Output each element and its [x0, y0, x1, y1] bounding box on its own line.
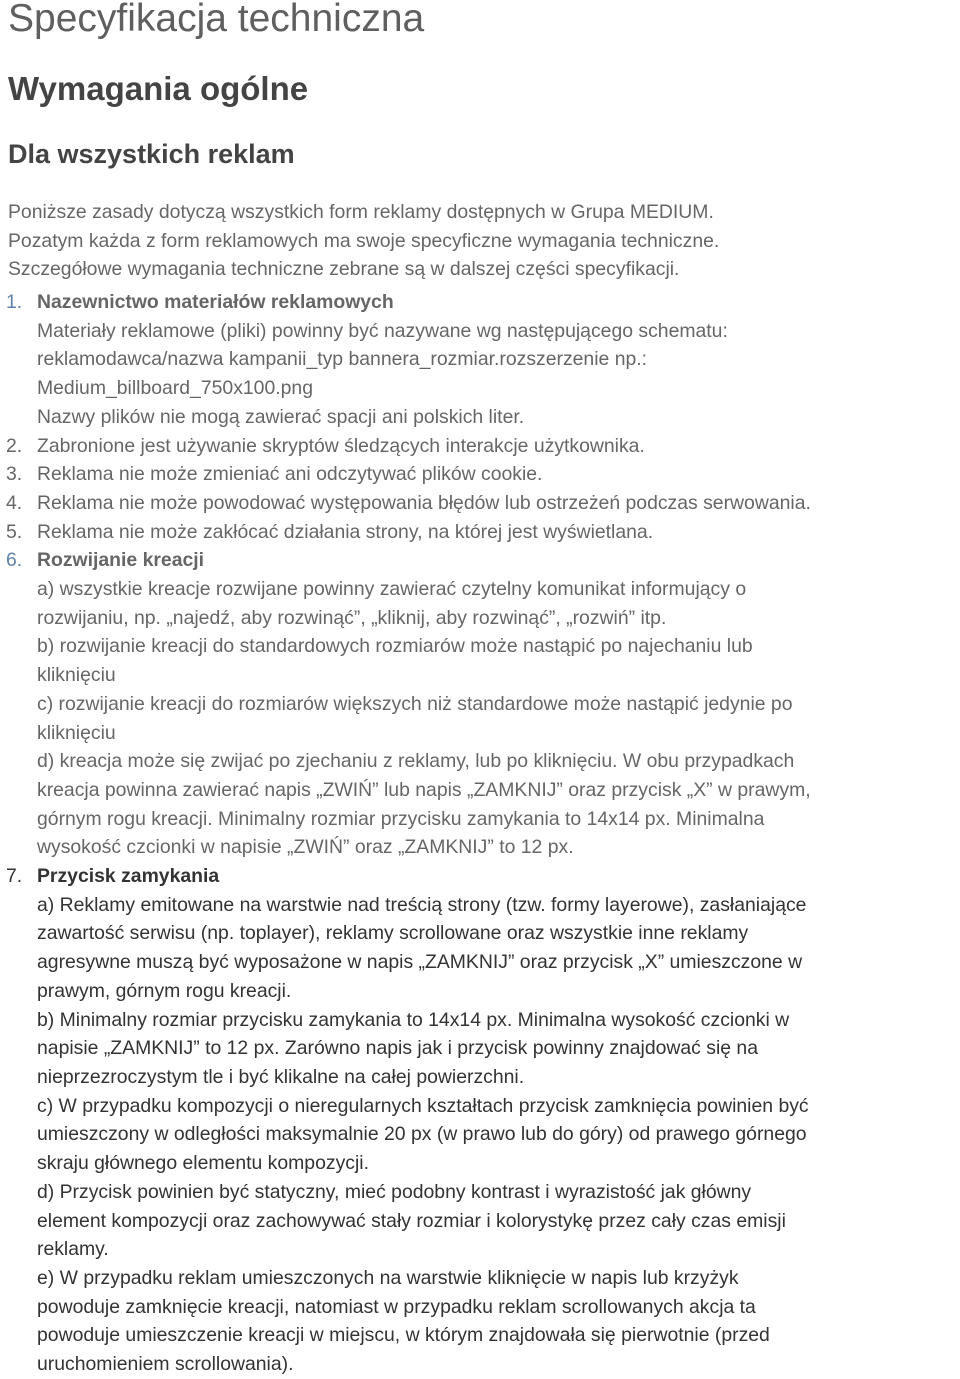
- item-line: Reklama nie może powodować występowania błędów lub ostrzeżeń podczas serwowania.: [37, 491, 811, 514]
- item-line: a) Reklamy emitowane na warstwie nad treścią strony (tzw. formy layerowe), zasłaniające: [37, 893, 807, 916]
- item-line: górnym rogu kreacji. Minimalny rozmiar przycisku zamykania to 14x14 px. Minimalna: [37, 807, 765, 830]
- item-line: b) rozwijanie kreacji do standardowych rozmiarów może nastąpić po najechaniu lub: [37, 635, 753, 658]
- item-number: 4.: [6, 491, 23, 514]
- item-line: reklamodawca/nazwa kampanii_typ bannera_rozmiar.rozszerzenie np.:: [37, 348, 648, 371]
- item-line: prawym, górnym rogu kreacji.: [37, 979, 292, 1002]
- item-line: c) rozwijanie kreacji do rozmiarów większych niż standardowe może nastąpić jedynie po: [37, 692, 793, 715]
- item-line: c) W przypadku kompozycji o nieregularnych kształtach przycisk zamknięcia powinien być: [37, 1094, 809, 1117]
- list-item: [6, 460, 958, 489]
- page-title: Specyfikacja techniczna: [8, 0, 425, 40]
- item-line: Materiały reklamowe (pliki) powinny być nazywane wg następującego schematu:: [37, 319, 728, 342]
- item-line: zawartość serwisu (np. toplayer), reklamy scrollowane oraz wszystkie inne reklamy: [37, 922, 749, 945]
- intro-paragraph: [8, 198, 958, 284]
- item-line: kliknięciu: [37, 721, 116, 744]
- item-line: b) Minimalny rozmiar przycisku zamykania to 14x14 px. Minimalna wysokość czcionki w: [37, 1008, 790, 1031]
- item-line: rozwijaniu, np. „najedź, aby rozwinąć”, „kliknij, aby rozwinąć”, „rozwiń” itp.: [37, 606, 667, 629]
- item-line: a) wszystkie kreacje rozwijane powinny zawierać czytelny komunikat informujący o: [37, 578, 747, 601]
- item-line: agresywne muszą być wyposażone w napis „ZAMKNIJ” oraz przycisk „X” umieszczone w: [37, 951, 803, 974]
- item-line: powoduje umieszczenie kreacji w miejscu, w którym znajdowała się pierwotnie (przed: [37, 1324, 770, 1347]
- list-item: [6, 489, 958, 518]
- item-line: nieprzezroczystym tle i być klikalne na całej powierzchni.: [37, 1065, 525, 1088]
- item-line: skraju głównego elementu kompozycji.: [37, 1152, 369, 1175]
- intro-line: Szczegółowe wymagania techniczne zebrane są w dalszej części specyfikacji.: [8, 258, 680, 281]
- section-title: Wymagania ogólne: [8, 70, 309, 107]
- list-item: [6, 862, 958, 1379]
- item-line: Zabronione jest używanie skryptów śledzących interakcje użytkownika.: [37, 434, 645, 457]
- item-line: d) Przycisk powinien być statyczny, mieć podobny kontrast i wyrazistość jak główny: [37, 1180, 752, 1203]
- item-line: Reklama nie może zakłócać działania strony, na której jest wyświetlana.: [37, 520, 654, 543]
- requirements-list: [6, 288, 958, 1379]
- item-title: Rozwijanie kreacji: [37, 549, 205, 572]
- item-title: Nazewnictwo materiałów reklamowych: [37, 291, 394, 313]
- item-line: uruchomieniem scrollowania).: [37, 1353, 294, 1376]
- list-item: [6, 546, 958, 862]
- list-item: [6, 518, 958, 547]
- item-line: kliknięciu: [37, 664, 116, 687]
- list-item: [6, 288, 958, 432]
- intro-line: Pozatym każda z form reklamowych ma swoje specyficzne wymagania techniczne.: [8, 229, 720, 252]
- list-item: [6, 432, 958, 461]
- item-line: Reklama nie może zmieniać ani odczytywać plików cookie.: [37, 463, 543, 486]
- item-number: 6.: [6, 549, 23, 572]
- item-line: kreacja powinna zawierać napis „ZWIŃ” lub napis „ZAMKNIJ” oraz przycisk „X” w prawym,: [37, 778, 811, 801]
- item-number: 7.: [6, 865, 23, 888]
- item-line: Medium_billboard_750x100.png: [37, 377, 313, 400]
- item-number: 2.: [6, 434, 23, 457]
- item-number: 5.: [6, 520, 23, 543]
- item-line: umieszczony w odległości maksymalnie 20 px (w prawo lub do góry) od prawego górnego: [37, 1123, 807, 1146]
- intro-line: Poniższe zasady dotyczą wszystkich form reklamy dostępnych w Grupa MEDIUM.: [8, 201, 714, 223]
- item-number: 3.: [6, 463, 23, 486]
- item-line: e) W przypadku reklam umieszczonych na warstwie kliknięcie w napis lub krzyżyk: [37, 1266, 739, 1289]
- item-number: 1.: [6, 291, 23, 313]
- item-line: wysokość czcionki w napisie „ZWIŃ” oraz „ZAMKNIJ” to 12 px.: [37, 836, 574, 859]
- item-line: powoduje zamknięcie kreacji, natomiast w przypadku reklam scrollowanych akcja ta: [37, 1295, 756, 1318]
- subsection-title: Dla wszystkich reklam: [8, 139, 295, 169]
- item-line: napisie „ZAMKNIJ” to 12 px. Zarówno napis jak i przycisk powinny znajdować się na: [37, 1037, 758, 1060]
- item-line: d) kreacja może się zwijać po zjechaniu z reklamy, lub po kliknięciu. W obu przypadkach: [37, 750, 795, 773]
- item-line: Nazwy plików nie mogą zawierać spacji ani polskich liter.: [37, 405, 525, 428]
- item-line: reklamy.: [37, 1238, 109, 1261]
- item-title: Przycisk zamykania: [37, 865, 220, 888]
- item-line: element kompozycji oraz zachowywać stały rozmiar i kolorystykę przez cały czas emisji: [37, 1209, 786, 1232]
